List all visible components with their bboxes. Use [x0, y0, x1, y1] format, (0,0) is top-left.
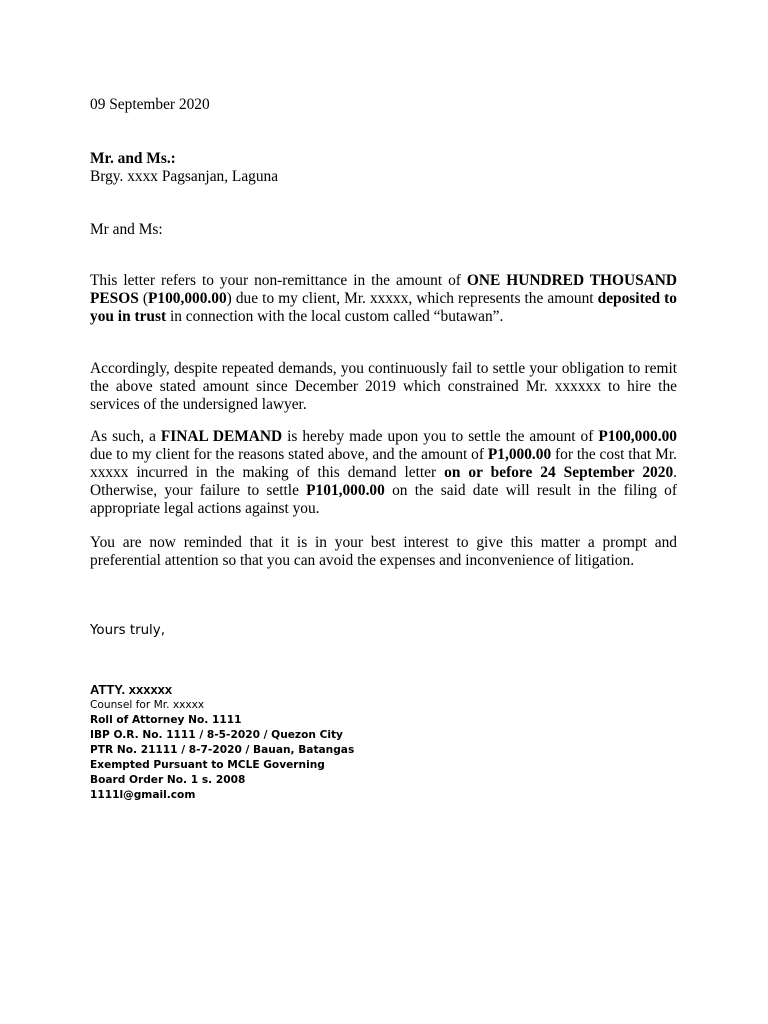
signature-name: ATTY. xxxxxx [90, 682, 173, 697]
p3-amount-total: P101,000.00 [306, 482, 385, 499]
paragraph-2 [90, 360, 677, 414]
signature-line-roll: Roll of Attorney No. 1111 [90, 714, 242, 726]
addressee-block [90, 150, 278, 186]
paragraph-4 [90, 534, 677, 570]
p3-text-6: on the said date will result in the filing of appropriate legal actions against you. [90, 482, 677, 517]
p4-text: You are now reminded that it is in your best interest to give this matter a prompt and preferential attention so that you can avoid the expenses and inconvenience of litigation. [90, 534, 677, 569]
addressee-address: Brgy. xxxx Pagsanjan, Laguna [90, 168, 279, 185]
letter-date: 09 September 2020 [90, 96, 210, 113]
closing: Yours truly, [90, 623, 165, 638]
p1-amount-words: ONE HUNDRED THOUSAND PESOS [90, 272, 677, 307]
p3-text-5: . Otherwise, your failure to settle [90, 464, 677, 499]
signature-block [90, 682, 354, 803]
p3-text-3: due to my client for the reasons stated above, and the amount of [90, 446, 488, 463]
p1-text-3: ) due to my client, Mr. xxxxx, which represents the amount [226, 290, 598, 307]
p1-deposited-phrase: deposited to you in trust [90, 290, 677, 325]
p2-text: Accordingly, despite repeated demands, you continuously fail to settle your obligation to remit the above stated amount since December 2019 which constrained Mr. xxxxxx to hire the services of the undersigned lawyer. [90, 360, 677, 413]
paragraph-3 [90, 428, 677, 518]
p3-text-1: As such, a [90, 428, 161, 445]
salutation: Mr and Ms: [90, 221, 163, 238]
signature-line-ptr: PTR No. 21111 / 8-7-2020 / Bauan, Batangas [90, 744, 355, 756]
p3-amount-principal: P100,000.00 [598, 428, 677, 445]
letter-page [90, 0, 677, 1024]
p3-amount-cost: P1,000.00 [487, 446, 552, 463]
p3-final-demand: FINAL DEMAND [160, 428, 283, 445]
signature-line-mcle: Exempted Pursuant to MCLE Governing [90, 759, 325, 771]
signature-line-ibp: IBP O.R. No. 1111 / 8-5-2020 / Quezon City [90, 729, 343, 741]
p3-deadline: on or before 24 September 2020 [444, 464, 674, 481]
p1-text-4: in connection with the local custom called “butawan”. [166, 308, 504, 325]
p1-text-2: ( [138, 290, 148, 307]
p3-text-4: for the cost that Mr. xxxxx incurred in the making of this demand letter [90, 446, 677, 481]
signature-line-email: 1111l@gmail.com [90, 789, 196, 801]
addressee-name: Mr. and Ms.: [90, 150, 176, 167]
p1-text-1: This letter refers to your non-remittance in the amount of [90, 272, 467, 289]
p3-text-2: is hereby made upon you to settle the amount of [282, 428, 599, 445]
paragraph-1 [90, 272, 677, 326]
signature-line-board-order: Board Order No. 1 s. 2008 [90, 774, 246, 786]
p1-amount-figure: P100,000.00 [147, 290, 227, 307]
signature-line-counsel: Counsel for Mr. xxxxx [90, 699, 205, 711]
